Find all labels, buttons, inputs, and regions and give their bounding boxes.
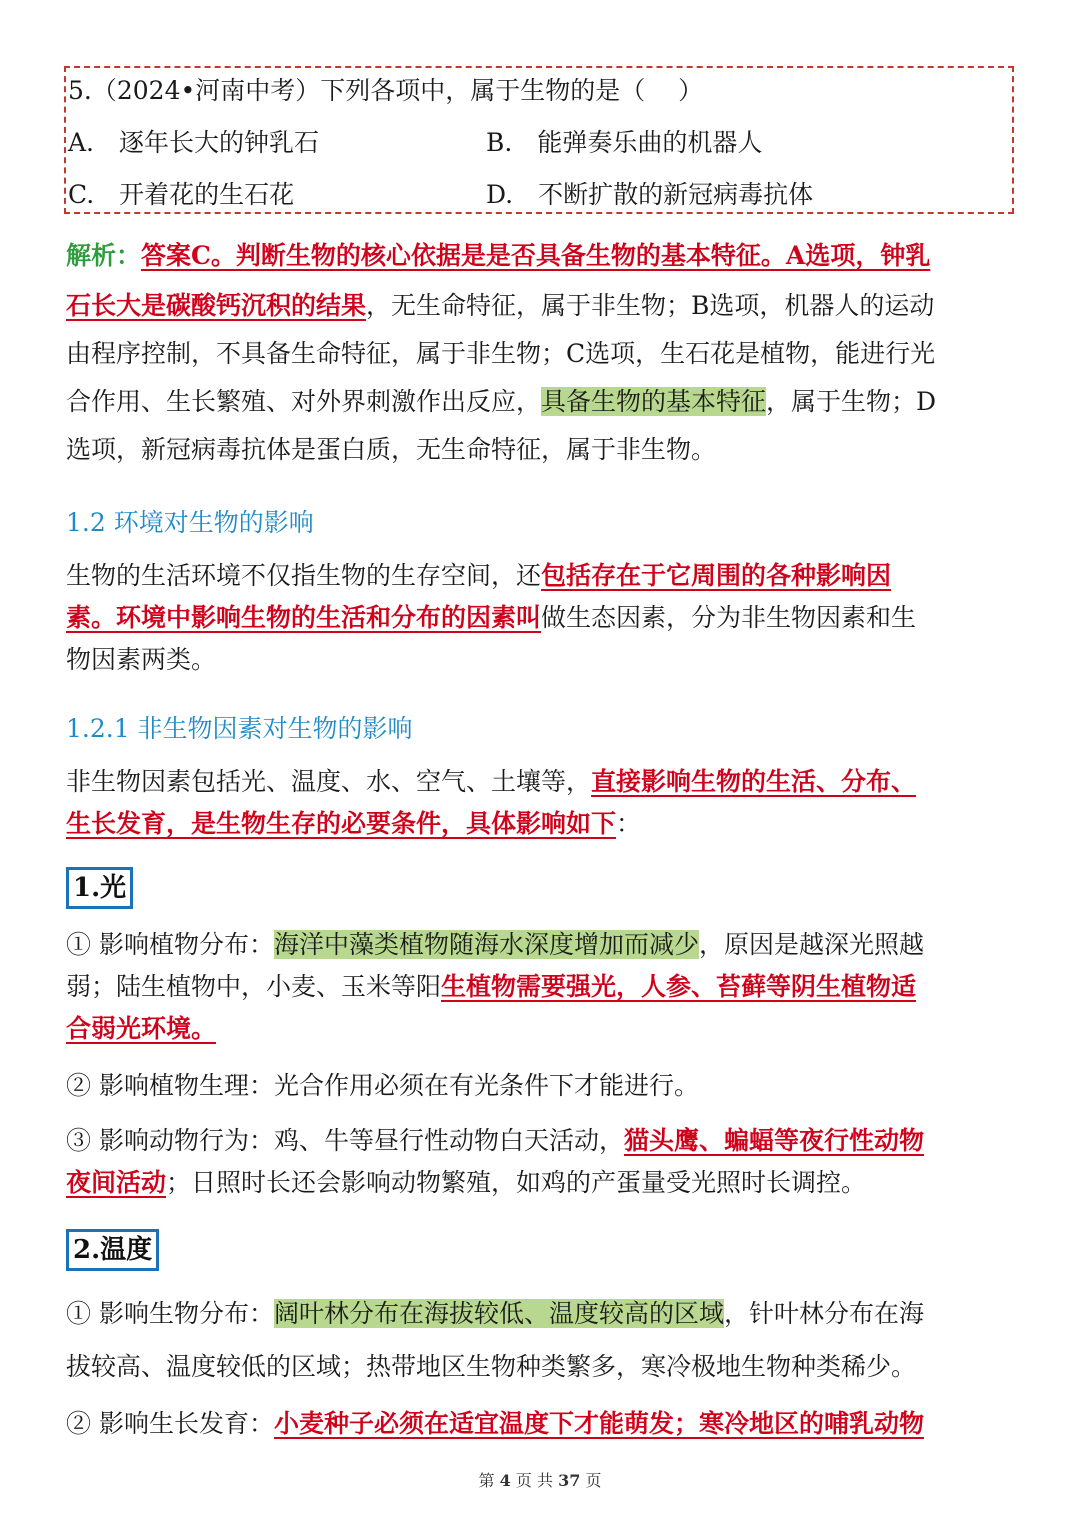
analysis-text: ，无生命特征，属于非生物；B选项，机器人的运动 xyxy=(366,291,935,320)
analysis-highlight-red: 石长大是碳酸钙沉积的结果 xyxy=(66,291,367,320)
list-item-highlight-green: 阔叶林分布在海拔较低、温度较高的区域 xyxy=(273,1299,724,1328)
list-item-text: ，针叶林分布在海 xyxy=(723,1299,924,1328)
list-item-highlight-red: 夜间活动 xyxy=(66,1168,167,1197)
analysis-text: ，属于生物；D xyxy=(766,387,937,416)
list-item-highlight-red: 小麦种子必须在适宜温度下才能萌发；寒冷地区的哺乳动物 xyxy=(273,1409,924,1438)
list-item-text: ② 影响生长发育： xyxy=(66,1409,274,1438)
option-a: A. 逐年长大的钟乳石 xyxy=(68,128,320,157)
list-item-text: ① 影响生物分布： xyxy=(66,1299,274,1328)
analysis-highlight-green: 具备生物的基本特征 xyxy=(541,387,767,416)
list-item-highlight-green: 海洋中藻类植物随海水深度增加而减少 xyxy=(273,930,699,959)
paragraph-text: ： xyxy=(616,809,642,838)
subsection-title-light: 1.光 xyxy=(66,867,133,909)
section-heading-1-2: 1.2 环境对生物的影响 xyxy=(66,508,314,537)
analysis-label: 解析： xyxy=(66,241,142,270)
list-item-highlight-red: 猫头鹰、蝙蝠等夜行性动物 xyxy=(623,1126,924,1155)
page-total: 37 xyxy=(558,1471,581,1490)
list-item-text: ③ 影响动物行为：鸡、牛等昼行性动物白天活动， xyxy=(66,1126,624,1155)
list-item-highlight-red: 合弱光环境。 xyxy=(66,1014,217,1043)
analysis-text: 合作用、生长繁殖、对外界刺激作出反应， xyxy=(66,387,542,416)
footer-suffix: 页 xyxy=(585,1471,602,1490)
paragraph-highlight-red: 直接影响生物的生活、分布、 xyxy=(591,767,917,796)
analysis-answer: 答案C。判断生物的核心依据是是否具备生物的基本特征。A选项，钟乳 xyxy=(141,241,931,270)
option-d: D. 不断扩散的新冠病毒抗体 xyxy=(486,180,814,209)
paragraph-text: 生物的生活环境不仅指生物的生存空间，还 xyxy=(66,561,542,590)
section-heading-1-2-1: 1.2.1 非生物因素对生物的影响 xyxy=(66,714,413,743)
question-stem: 5.（2024•河南中考）下列各项中，属于生物的是（ ） xyxy=(68,76,704,105)
footer-mid: 页 共 xyxy=(515,1471,553,1490)
page-footer xyxy=(0,1468,1080,1491)
list-item-text: ，原因是越深光照越 xyxy=(698,930,924,959)
paragraph-text: 物因素两类。 xyxy=(66,645,217,674)
list-item-text: ① 影响植物分布： xyxy=(66,930,274,959)
question-box xyxy=(64,66,1014,214)
list-item-text: 弱；陆生植物中，小麦、玉米等阳 xyxy=(66,972,442,1001)
analysis-text: 由程序控制，不具备生命特征，属于非生物；C选项，生石花是植物，能进行光 xyxy=(66,339,936,368)
paragraph-highlight-red: 素。环境中影响生物的生活和分布的因素叫 xyxy=(66,603,542,632)
paragraph-highlight-red: 生长发育，是生物生存的必要条件，具体影响如下 xyxy=(66,809,617,838)
footer-prefix: 第 xyxy=(478,1471,495,1490)
list-item-text: 拔较高、温度较低的区域；热带地区生物种类繁多，寒冷极地生物种类稀少。 xyxy=(66,1352,917,1381)
list-item-highlight-red: 生植物需要强光，人参、苔藓等阴生植物适 xyxy=(441,972,917,1001)
list-item-text: ；日照时长还会影响动物繁殖，如鸡的产蛋量受光照时长调控。 xyxy=(166,1168,867,1197)
option-b: B. 能弹奏乐曲的机器人 xyxy=(486,128,763,157)
page-number: 4 xyxy=(499,1471,511,1490)
analysis-text: 选项，新冠病毒抗体是蛋白质，无生命特征，属于非生物。 xyxy=(66,435,717,464)
subsection-title-temperature: 2.温度 xyxy=(66,1229,159,1271)
option-c: C. 开着花的生石花 xyxy=(68,180,295,209)
paragraph-highlight-red: 包括存在于它周围的各种影响因 xyxy=(541,561,892,590)
paragraph-text: 非生物因素包括光、温度、水、空气、土壤等， xyxy=(66,767,592,796)
list-item-text: ② 影响植物生理：光合作用必须在有光条件下才能进行。 xyxy=(66,1071,699,1100)
paragraph-text: 做生态因素，分为非生物因素和生 xyxy=(541,603,917,632)
